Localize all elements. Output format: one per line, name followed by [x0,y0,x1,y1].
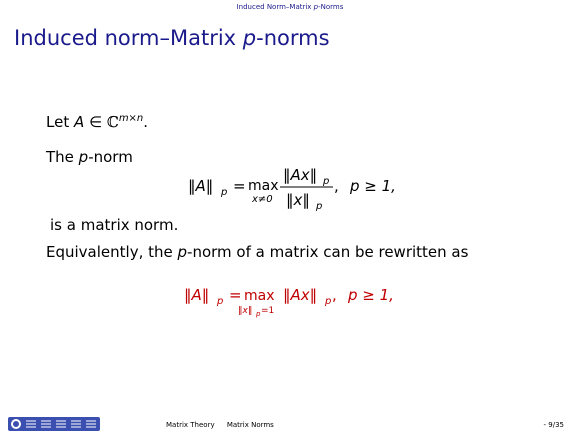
let-dimension: m×n [118,113,144,124]
eq2-max-sub-p: p [256,310,261,318]
eq2-rhs: ‖Ax‖ [283,286,318,304]
matrix-norm-statement: is a matrix norm. [50,216,179,234]
equiv-prefix: Equivalently, the [46,243,178,261]
pnorm-suffix: -norm [88,148,133,166]
let-in-symbol: ∈ [84,113,107,131]
frame-title [14,26,330,50]
eq2-max-sub: ‖x‖ [238,306,253,316]
eq1-max: max [248,178,279,194]
pnorm-intro [46,148,133,166]
title-var: p [242,26,257,50]
eq2-max-sub-eq: =1 [261,306,275,316]
let-prefix: Let [46,113,74,131]
eq1-denominator: ‖x‖ [286,191,310,209]
footer-author: Matrix Theory [166,421,215,429]
eq1-lhs-norm: ‖A‖ [188,177,214,195]
eq1-max-sub: x≠0 [252,194,273,205]
title-prefix: Induced norm–Matrix [14,26,243,50]
footer-center [166,421,284,429]
university-logo [8,417,100,431]
equiv-var: p [177,243,188,261]
complex-field-symbol: ℂ [106,113,119,131]
eq2-max: max [244,288,275,304]
eq2-lhs-norm: ‖A‖ [184,286,210,304]
eq2-rhs-sub: p [325,296,332,307]
eq1-equals: = [233,177,246,195]
footer-section: Matrix Norms [226,421,274,429]
let-statement [46,113,148,131]
eq1-lhs-sub: p [221,187,228,198]
header-section [0,3,580,11]
eq2-equals: = [229,286,242,304]
eq1-comma: , [334,177,339,195]
equivalence-statement [46,243,468,261]
footer [0,417,580,435]
title-suffix: -norms [256,26,330,50]
equation-unit-sphere-max [184,284,444,320]
equation-induced-norm [188,160,448,212]
header-section-text: Induced Norm–Matrix [236,3,314,11]
eq2-lhs-sub: p [217,296,224,307]
pnorm-prefix: The [46,148,79,166]
equiv-suffix: -norm of a matrix can be rewritten as [187,243,469,261]
header-section-suffix: -Norms [318,3,344,11]
eq1-numerator: ‖Ax‖ [283,166,318,184]
let-matrix-var: A [73,113,85,131]
eq1-num-sub: p [323,176,330,187]
header-section-var: p [313,3,319,11]
let-end: . [143,113,149,131]
eq2-comma: , [332,286,337,304]
eq1-condition: p ≥ 1, [350,177,396,195]
page-number: - 9/35 [543,421,564,429]
pnorm-var: p [78,148,89,166]
eq1-den-sub: p [316,201,323,212]
eq2-condition: p ≥ 1, [348,286,394,304]
